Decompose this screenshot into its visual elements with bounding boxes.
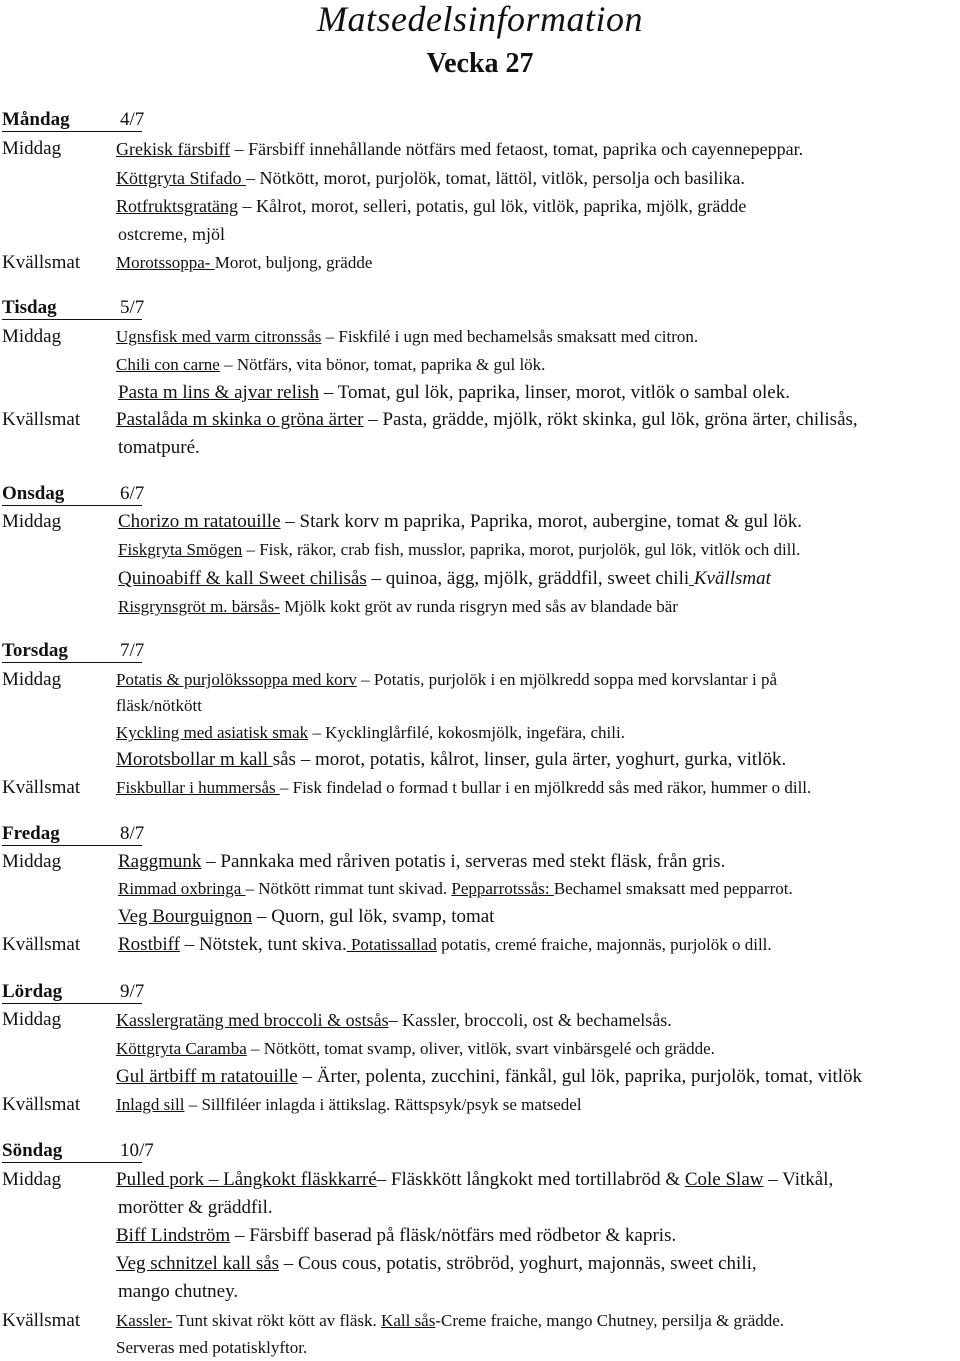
menu-item [116,1037,715,1061]
dish-name: Veg schnitzel kall sås [116,1253,280,1274]
dish-name: Pulled pork – Långkokt fläskkarré [116,1169,377,1190]
menu-item [118,510,802,534]
menu-item [118,905,494,929]
day-date: 4/7 [120,109,145,130]
dish-description: – Färsbiff innehållande nötfärs med fetaost, tomat, paprika och cayennepeppar. [230,139,804,159]
menu-item [116,1224,676,1248]
dish-description: – Potatis, purjolök i en mjölkredd soppa med korvslantar i på [356,670,778,689]
menu-item [118,933,772,957]
sauce-name: Kall sås [381,1311,436,1330]
menu-item [116,137,803,161]
dish-name: Rotfruktsgratäng [116,196,238,216]
dish-description: – Kassler, broccoli, ost & bechamelsås. [388,1010,672,1030]
dish-description: – Quorn, gul lök, svamp, tomat [252,906,495,927]
dish-description-continued: morötter & gräddfil. [118,1197,273,1218]
dish-name: Grekisk färsbiff [116,139,231,159]
day-date: 7/7 [120,640,145,661]
dish-description: – Nötkött, tomat svamp, oliver, vitlök, svart vinbärsgelé och grädde. [246,1039,715,1058]
dinner-label: Kvällsmat [2,409,81,430]
dish-name: Köttgryta Stifado [116,168,246,188]
dish-name: Morotssoppa- [116,253,215,272]
menu-item [118,595,678,619]
dish-description: – Ärter, polenta, zucchini, fänkål, gul lök, paprika, purjolök, tomat, vitlök [297,1066,863,1087]
dish-name: Potatis & purjolökssoppa med korv [116,670,357,689]
day-name: Onsdag [2,483,65,504]
dish-name: Inlagd sill [116,1095,185,1114]
dish-name: Fiskgryta Smögen [118,540,243,559]
menu-item [118,538,800,562]
menu-item [118,381,790,405]
side-dish-description: – Vitkål, [763,1169,834,1190]
lunch-label: Middag [2,138,62,159]
menu-item [118,877,793,901]
day-name: Fredag [2,823,60,844]
dish-description-continued: tomatpuré. [118,437,200,458]
dish-description-continued: Serveras med potatisklyftor. [116,1338,308,1357]
menu-item [116,721,625,745]
dish-description: – Fisk, räkor, crab fish, musslor, paprika, morot, purjolök, gul lök, vitlök och dill. [242,540,801,559]
side-dish-name: Potatissallad [346,935,437,954]
menu-item [116,194,746,218]
dinner-label: Kvällsmat [2,777,81,798]
dinner-label: Kvällsmat [2,1310,81,1331]
dish-description: – quinoa, ägg, mjölk, gräddfil, sweet chili [366,568,690,589]
menu-item [116,1309,784,1333]
dish-name: Biff Lindström [116,1225,231,1246]
dish-name: Ugnsfisk med varm citronssås [116,327,322,346]
menu-item [116,251,372,275]
day-name: Lördag [2,981,63,1002]
dish-description: – Tomat, gul lök, paprika, linser, morot, vitlök o sambal olek. [319,382,790,403]
dish-description: – Pannkaka med råriven potatis i, serveras med stekt fläsk, från gris. [201,851,726,872]
dinner-label: Kvällsmat [2,252,81,273]
day-underline [2,1003,142,1004]
dish-name: Chili con carne [116,355,220,374]
dish-description: – Nötstek, tunt skiva. [179,934,347,955]
day-date: 5/7 [120,297,145,318]
dish-name: Kasslergratäng med broccoli & ostsås [116,1010,389,1030]
menu-item [116,1168,833,1192]
day-underline [2,319,142,320]
day-name: Måndag [2,109,70,130]
sauce-description: Bechamel smaksatt med pepparrot. [553,879,793,898]
day-underline [2,131,142,132]
dish-description: sås – morot, potatis, kålrot, linser, gula ärter, yoghurt, gurka, vitlök. [272,749,787,770]
menu-item [116,748,786,772]
dinner-label: Kvällsmat [693,568,771,589]
day-date: 9/7 [120,981,145,1002]
dish-description: – Kycklinglårfilé, kokosmjölk, ingefära, chili. [308,723,625,742]
dish-description: – Sillfiléer inlagda i ättikslag. Rättspsyk/psyk se matsedel [184,1095,582,1114]
day-underline [2,845,142,846]
dish-name: Köttgryta Caramba [116,1039,247,1058]
dinner-label: Kvällsmat [2,1094,81,1115]
dish-description: – Kålrot, morot, selleri, potatis, gul lök, vitlök, paprika, mjölk, grädde [237,196,747,216]
day-date: 10/7 [120,1140,154,1161]
day-name: Torsdag [2,640,68,661]
dish-name: Kassler- [116,1311,173,1330]
dish-description: – Nötkött, morot, purjolök, tomat, lättöl, vitlök, persolja och basilika. [245,168,745,188]
menu-item [116,668,777,692]
dish-description: – Nötkött rimmat tunt skivad. [245,879,452,898]
lunch-label: Middag [2,1009,62,1030]
dish-name: Raggmunk [118,851,202,872]
dish-name: Pastalåda m skinka o gröna ärter [116,409,364,430]
dish-description: Tunt skivat rökt kött av fläsk. [172,1311,382,1330]
lunch-label: Middag [2,511,62,532]
lunch-label: Middag [2,669,62,690]
dish-name: Fiskbullar i hummersås [116,778,280,797]
menu-item [116,776,811,800]
dish-description: – Färsbiff baserad på fläsk/nötfärs med rödbetor & kapris. [230,1225,677,1246]
dish-description-continued: ostcreme, mjöl [118,224,225,244]
lunch-label: Middag [2,326,62,347]
dish-name: Kyckling med asiatisk smak [116,723,309,742]
menu-item [118,850,725,874]
dish-description: – Cous cous, potatis, ströbröd, yoghurt, majonnäs, sweet chili, [279,1253,757,1274]
day-underline [2,662,142,663]
day-underline [2,1162,142,1163]
menu-item [116,1065,862,1089]
dish-description: – Pasta, grädde, mjölk, rökt skinka, gul lök, gröna ärter, chilisås, [363,409,858,430]
side-dish-name: Cole Slaw [684,1169,764,1190]
dish-description: Mjölk kokt gröt av runda risgryn med sås av blandade bär [279,597,678,616]
menu-item [118,567,771,591]
day-name: Tisdag [2,297,57,318]
dish-description: – Stark korv m paprika, Paprika, morot, aubergine, tomat & gul lök. [280,511,803,532]
dish-description: – Fläskkött långkokt med tortillabröd & [376,1169,685,1190]
lunch-label: Middag [2,851,62,872]
dish-name: Rostbiff [118,934,180,955]
dish-name: Gul ärtbiff m ratatouille [116,1066,298,1087]
week-heading: Vecka 27 [426,48,534,79]
dish-description: – Fiskfilé i ugn med bechamelsås smaksatt med citron. [321,327,699,346]
menu-item [116,353,545,377]
dish-description: Morot, buljong, grädde [214,253,373,272]
dish-description: – Fisk findelad o formad t bullar i en mjölkredd sås med räkor, hummer o dill. [279,778,812,797]
menu-item [116,1252,757,1276]
menu-item [116,166,745,190]
dish-description-continued: mango chutney. [118,1281,239,1302]
dish-name: Veg Bourguignon [118,906,253,927]
dish-description: – Nötfärs, vita bönor, tomat, paprika & gul lök. [219,355,546,374]
menu-item [116,408,858,432]
menu-item [116,1093,582,1117]
day-name: Söndag [2,1140,63,1161]
dish-name: Risgrynsgröt m. bärsås- [118,597,280,616]
menu-item [116,325,698,349]
dish-name: Pasta m lins & ajvar relish [118,382,320,403]
dinner-label: Kvällsmat [2,934,81,955]
side-dish-description: potatis, cremé fraiche, majonnäs, purjolök o dill. [436,935,772,954]
dish-description-continued: fläsk/nötkött [116,696,202,715]
sauce-name: Pepparrotssås: [451,879,554,898]
dish-name: Rimmad oxbringa [118,879,246,898]
dish-name: Chorizo m ratatouille [118,511,281,532]
day-date: 8/7 [120,823,145,844]
lunch-label: Middag [2,1169,62,1190]
sauce-description: -Creme fraiche, mango Chutney, persilja & grädde. [435,1311,785,1330]
page-title: Matsedelsinformation [317,0,643,39]
menu-item [116,1008,672,1032]
day-underline [2,505,142,506]
dish-name: Morotsbollar m kall [116,749,273,770]
day-date: 6/7 [120,483,145,504]
dish-name: Quinoabiff & kall Sweet chilisås [118,568,367,589]
